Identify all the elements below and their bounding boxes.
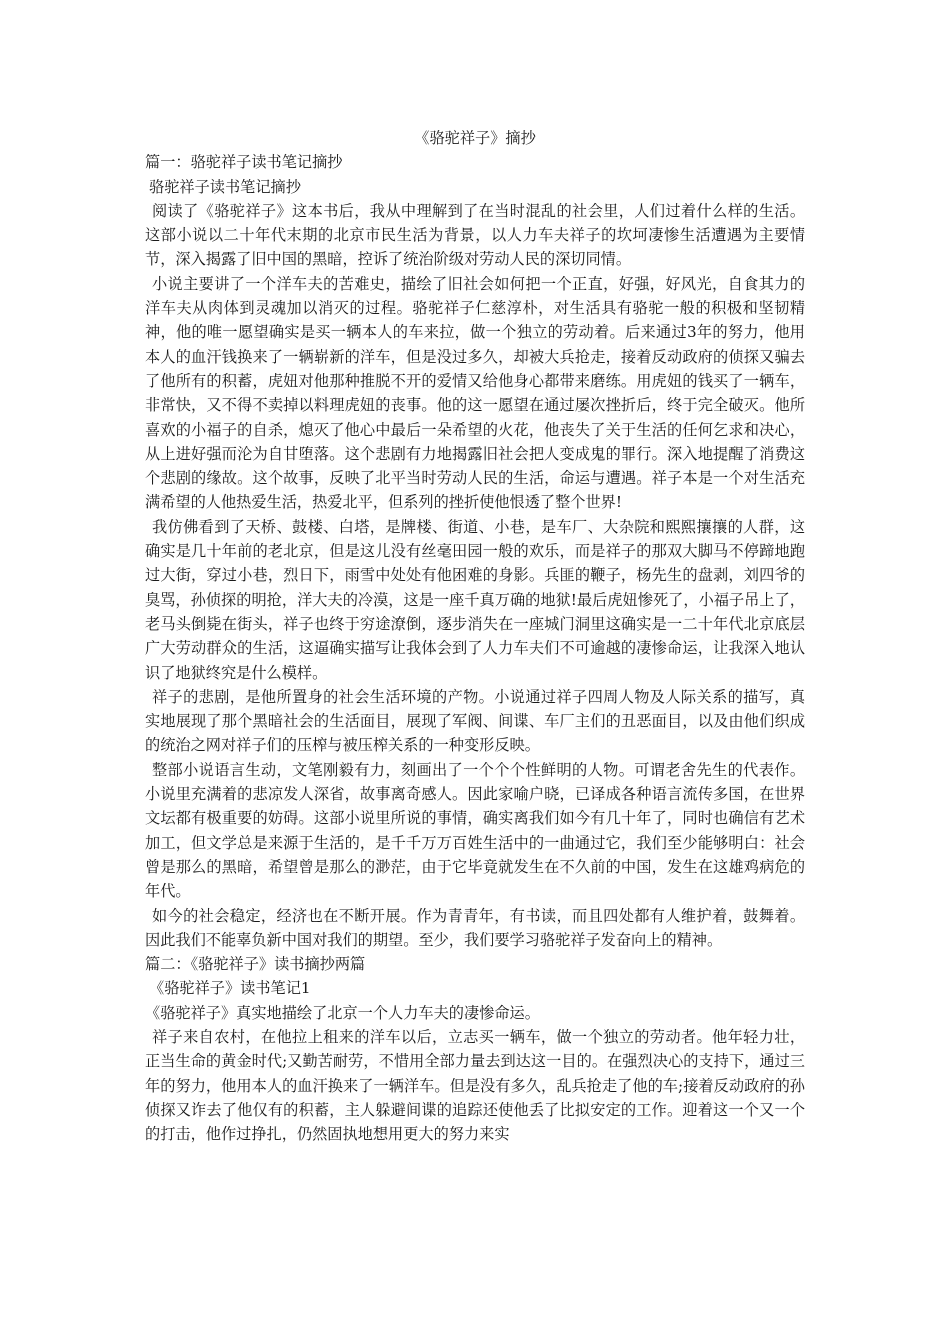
section-1-paragraph-5: 整部小说语言生动，文笔刚毅有力，刻画出了一个个个性鲜明的人物。可谓老舍先生的代表作。小说里充满着的悲凉发人深省，故事离奇感人。因此家喻户晓，已译成各种语言流传多国，在世界文坛都有极重要的妨碍。这部小说里所说的事情，确实离我们如今有几十年了，同时也确信有艺术加工，但文学总是来源于生活的，是千千万万百姓生活中的一曲通过它，我们至少能够明白：社会曾是那么的黑暗，希望曾是那么的渺茫，由于它毕竟就发生在不久前的中国，发生在这雄鸡病危的年代。 [145, 760, 805, 901]
section-1-paragraph-3: 我仿佛看到了天桥、鼓楼、白塔，是牌楼、街道、小巷，是车厂、大杂院和熙熙攘攘的人群，这确实是几十年前的老北京，但是这儿没有丝毫田园一般的欢乐，而是祥子的那双大脚马不停蹄地跑过大街，穿过小巷，烈日下，雨雪中处处有他困难的身影。兵匪的鞭子，杨先生的盘剥，刘四爷的臭骂，孙侦探的明抢，洋大夫的冷漠，这是一座千真万确的地狱!最后虎妞惨死了，小福子吊上了，老马头倒毙在街头，祥子也终于穷途潦倒，逐步消失在一座城门洞里这确实是一二十年代北京底层广大劳动群众的生活，这逼确实描写让我体会到了人力车夫们不可逾越的凄惨命运，让我深入地认识了地狱终究是什么模样。 [145, 517, 805, 682]
section-1-paragraph-4: 祥子的悲剧，是他所置身的社会生活环境的产物。小说通过祥子四周人物及人际关系的描写，真实地展现了那个黑暗社会的生活面目，展现了军阀、间谍、车厂主们的丑恶面目，以及由他们织成的统治之网对祥子们的压榨与被压榨关系的一种变形反映。 [145, 687, 805, 755]
section-2-paragraph-1: 祥子来自农村，在他拉上租来的洋车以后，立志买一辆车，做一个独立的劳动者。他年轻力壮，正当生命的黄金时代;又勤苦耐劳，不惜用全部力量去到达这一目的。在强烈决心的支持下，通过三年的努力，他用本人的血汗换来了一辆洋车。但是没有多久，乱兵抢走了他的车;接着反动政府的孙侦探又诈去了他仅有的积蓄，主人躲避间谍的追踪还使他丢了比拟安定的工作。迎着这一个又一个的打击，他作过挣扎，仍然固执地想用更大的努力来实 [145, 1027, 805, 1144]
document-body [145, 126, 805, 1146]
section-1-paragraph-2: 小说主要讲了一个洋车夫的苦难史，描绘了旧社会如何把一个正直，好强，好风光，自食其力的洋车夫从肉体到灵魂加以消灭的过程。骆驼祥子仁慈淳朴，对生活具有骆驼一般的积极和坚韧精神，他的唯一愿望确实是买一辆本人的车来拉，做一个独立的劳动着。后来通过3年的努力，他用本人的血汗钱换来了一辆崭新的洋车，但是没过多久，却被大兵抢走，接着反动政府的侦探又骗去了他所有的积蓄，虎妞对他那种推脱不开的爱情又给他身心都带来磨练。用虎妞的钱买了一辆车，非常快，又不得不卖掉以料理虎妞的丧事。他的这一愿望在通过屡次挫折后，终于完全破灭。他所喜欢的小福子的自杀，熄灭了他心中最后一朵希望的火花，他丧失了关于生活的任何乞求和决心，从上进好强而沦为自甘堕落。这个悲剧有力地揭露旧社会把人变成鬼的罪行。深入地提醒了消费这个悲剧的缘故。这个故事，反映了北平当时劳动人民的生活，命运与遭遇。祥子本是一个对生活充满希望的人他热爱生活，热爱北平，但系列的挫折使他恨透了整个世界! [145, 274, 805, 512]
section-1-paragraph-6: 如今的社会稳定，经济也在不断开展。作为青青年，有书读，而且四处都有人维护着，鼓舞着。因此我们不能辜负新中国对我们的期望。至少，我们要学习骆驼祥子发奋向上的精神。 [145, 906, 805, 949]
section-2-subtitle: 《骆驼祥子》读书笔记1 [149, 979, 311, 998]
section-1-heading: 篇一：骆驼祥子读书笔记摘抄 [145, 153, 343, 172]
section-1-subtitle: 骆驼祥子读书笔记摘抄 [149, 177, 301, 196]
section-2-intro: 《骆驼祥子》真实地描绘了北京一个人力车夫的凄惨命运。 [145, 1003, 540, 1022]
section-2-heading: 篇二：《骆驼祥子》读书摘抄两篇 [145, 955, 366, 974]
section-1-paragraph-1: 阅读了《骆驼祥子》这本书后，我从中理解到了在当时混乱的社会里，人们过着什么样的生活。这部小说以二十年代末期的北京市民生活为背景，以人力车夫祥子的坎坷凄惨生活遭遇为主要情节，深入揭露了旧中国的黑暗，控诉了统治阶级对劳动人民的深切同情。 [145, 201, 805, 269]
document-title: 《骆驼祥子》摘抄 [414, 129, 536, 147]
